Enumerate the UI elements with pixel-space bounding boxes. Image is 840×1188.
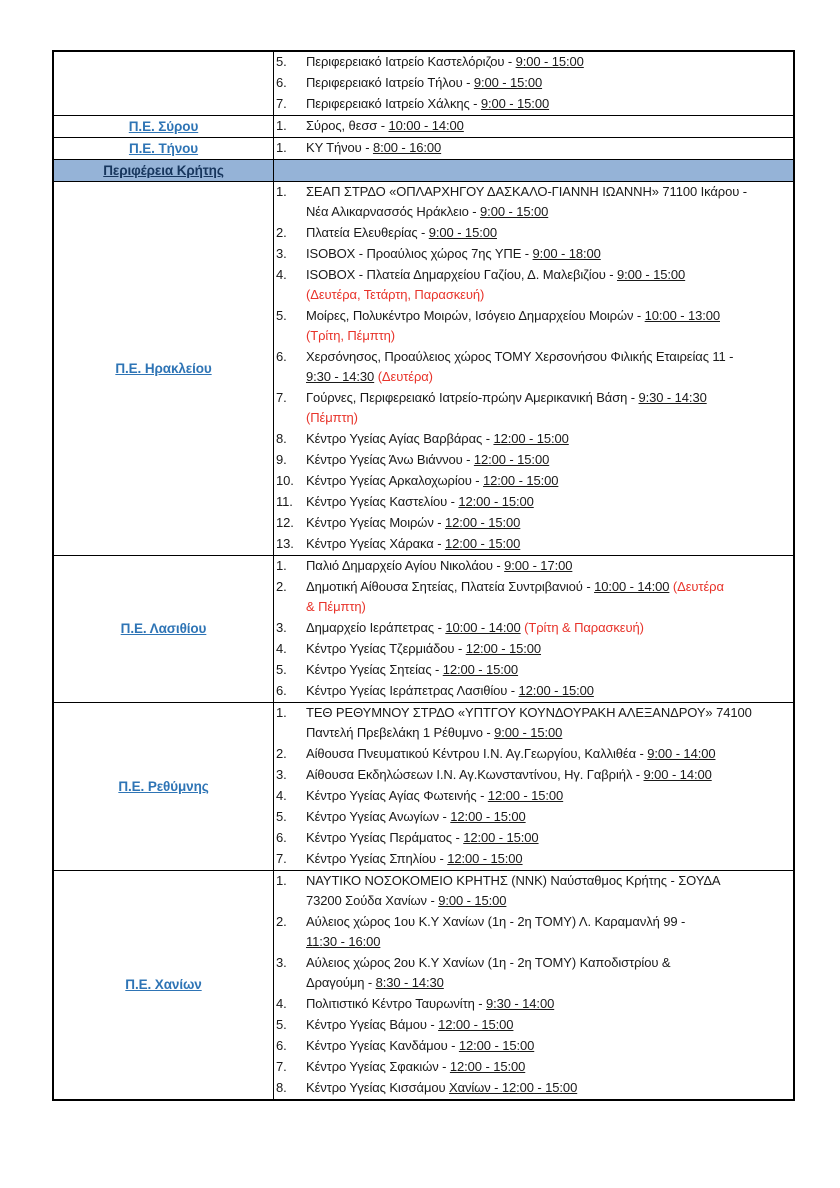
hours-text: 12:00 - 15:00 (444, 515, 521, 530)
location-text: Κέντρο Υγείας Αγίας Βαρβάρας - (306, 431, 494, 446)
location-text: Γούρνες, Περιφερειακό Ιατρείο-πρώην Αμερικανική Βάση - (306, 390, 639, 405)
item-number: 5. (276, 54, 287, 69)
region-cell (53, 138, 274, 160)
location-text: Μοίρες, Πολυκέντρο Μοιρών, Ισόγειο Δημαρχείου Μοιρών - (306, 308, 645, 323)
hours-text: 12:00 - 15:00 (487, 788, 564, 803)
location-text: Κέντρο Υγείας Μοιρών - (306, 515, 445, 530)
region-link-4[interactable]: Π.Ε. Ηρακλείου (115, 360, 212, 376)
location-text: Αίθουσα Πνευματικού Κέντρου Ι.Ν. Αγ.Γεωργίου, Καλλιθέα - (306, 746, 648, 761)
item-content (306, 534, 793, 554)
list-item (274, 994, 793, 1014)
region-cell (53, 703, 274, 871)
list-item (274, 786, 793, 806)
item-number: 1. (276, 140, 287, 155)
item-number: 13. (276, 536, 294, 551)
list-item (274, 807, 793, 827)
hours-text: 10:00 - 13:00 (644, 308, 720, 323)
list-item (274, 429, 793, 449)
item-number: 4. (276, 996, 287, 1011)
location-text: Κέντρο Υγείας Σπηλίου - (306, 851, 448, 866)
item-number: 7. (276, 851, 287, 866)
location-text: Περιφερειακό Ιατρείο Καστελόριζου - (306, 54, 516, 69)
hours-text: 9:30 - 14:30 (306, 369, 375, 384)
location-text: Κέντρο Υγείας Ιεράπετρας Λασιθίου - (306, 683, 519, 698)
location-text: 73200 Σούδα Χανίων - (306, 893, 439, 908)
location-text: ΝΑΥΤΙΚΟ ΝΟΣΟΚΟΜΕΙΟ ΚΡΗΤΗΣ (ΝΝΚ) Ναύσταθμος Κρήτης - ΣΟΥΔΑ (306, 873, 721, 888)
hours-text: 9:00 - 15:00 (515, 54, 584, 69)
item-number: 2. (276, 914, 287, 929)
list-item (274, 52, 793, 72)
list-item (274, 660, 793, 680)
location-text: ΚΥ Τήνου - (306, 140, 373, 155)
item-number: 5. (276, 662, 287, 677)
item-number: 2. (276, 225, 287, 240)
location-text: Κέντρο Υγείας Κισσάμου (306, 1080, 449, 1095)
list-item (274, 639, 793, 659)
location-text: Κέντρο Υγείας Χάρακα - (306, 536, 445, 551)
locations-cell (274, 871, 795, 1101)
item-number: 6. (276, 349, 287, 364)
list-item (274, 513, 793, 533)
item-content (306, 618, 793, 638)
item-content (306, 577, 793, 617)
region-link-5[interactable]: Π.Ε. Λασιθίου (120, 621, 207, 636)
region-link-1[interactable]: Π.Ε. Σύρου (128, 118, 199, 134)
hours-text: 9:00 - 15:00 (428, 225, 497, 240)
days-note: & Πέμπτη) (306, 599, 366, 614)
item-content (306, 116, 793, 136)
list-item (274, 471, 793, 491)
item-content (306, 1057, 793, 1077)
hours-text: 8:30 - 14:30 (375, 975, 444, 990)
item-content (306, 807, 793, 827)
region-group-header-label: Περιφέρεια Κρήτης (103, 162, 224, 178)
list-item (274, 703, 793, 743)
regions-table (52, 50, 795, 1101)
locations-cell (274, 51, 795, 116)
item-content (306, 492, 793, 512)
item-number: 1. (276, 873, 287, 888)
location-text: Χερσόνησος, Προαύλειος χώρος ΤΟΜΥ Χερσονήσου Φιλικής Εταιρείας 11 - (306, 349, 734, 364)
list-item (274, 1057, 793, 1077)
hours-text: 9:00 - 17:00 (504, 558, 573, 573)
hours-text: 10:00 - 14:00 (388, 118, 464, 133)
item-content (306, 450, 793, 470)
location-text: Κέντρο Υγείας Αγίας Φωτεινής - (306, 788, 488, 803)
list-item (274, 765, 793, 785)
location-text: Κέντρο Υγείας Ανωγίων - (306, 809, 451, 824)
list-item (274, 138, 793, 158)
item-number: 2. (276, 579, 287, 594)
item-number: 6. (276, 830, 287, 845)
item-number: 1. (276, 184, 287, 199)
item-content (306, 265, 793, 305)
item-number: 7. (276, 1059, 287, 1074)
locations-cell (274, 556, 795, 703)
item-number: 2. (276, 746, 287, 761)
list-item (274, 1078, 793, 1098)
days-note: (Δευτέρα) (377, 369, 433, 384)
region-cell (53, 556, 274, 703)
item-number: 5. (276, 308, 287, 323)
location-text: Παντελή Πρεβελάκη 1 Ρέθυμνο - (306, 725, 495, 740)
locations-cell (274, 703, 795, 871)
hours-text: 11:30 - 16:00 (306, 934, 381, 949)
location-text: Κέντρο Υγείας Τζερμιάδου - (306, 641, 466, 656)
location-text: Αύλειος χώρος 2ου Κ.Υ Χανίων (1η - 2η ΤΟΜΥ) Καποδιστρίου & (306, 955, 671, 970)
item-number: 8. (276, 1080, 287, 1095)
location-text: Κέντρο Υγείας Κανδάμου - (306, 1038, 459, 1053)
hours-text: 9:00 - 14:00 (643, 767, 712, 782)
item-content (306, 660, 793, 680)
region-group-header-empty-cell (274, 160, 795, 182)
list-item (274, 492, 793, 512)
item-content (306, 556, 793, 576)
item-number: 3. (276, 955, 287, 970)
location-text: ISOBOX - Πλατεία Δημαρχείου Γαζίου, Δ. Μαλεβιζίου - (306, 267, 617, 282)
regions-table-body (53, 51, 794, 1100)
days-note: (Τρίτη, Πέμπτη) (306, 328, 395, 343)
location-text: ΤΕΘ ΡΕΘΥΜΝΟΥ ΣΤΡΔΟ «ΥΠΤΓΟΥ ΚΟΥΝΔΟΥΡΑΚΗ ΑΛΕΞΑΝΔΡΟΥ» 74100 (306, 705, 752, 720)
list-item (274, 347, 793, 387)
item-content (306, 765, 793, 785)
item-number: 7. (276, 96, 287, 111)
hours-text: 12:00 - 15:00 (444, 536, 521, 551)
location-text: Κέντρο Υγείας Βάμου - (306, 1017, 439, 1032)
location-text: Κέντρο Υγείας Σφακιών - (306, 1059, 450, 1074)
location-text: Κέντρο Υγείας Περάματος - (306, 830, 464, 845)
item-number: 6. (276, 1038, 287, 1053)
list-item (274, 73, 793, 93)
item-content (306, 306, 793, 346)
list-item (274, 223, 793, 243)
region-group-header-row (53, 160, 794, 182)
hours-text: 12:00 - 15:00 (458, 1038, 535, 1053)
table-row (53, 703, 794, 871)
hours-text: 9:00 - 15:00 (438, 893, 507, 908)
list-item (274, 828, 793, 848)
list-item (274, 618, 793, 638)
hours-text: 10:00 - 14:00 (445, 620, 521, 635)
list-item (274, 265, 793, 305)
item-content (306, 849, 793, 869)
list-item (274, 116, 793, 136)
location-text: Νέα Αλικαρνασσός Ηράκλειο - (306, 204, 481, 219)
hours-text: 12:00 - 15:00 (465, 641, 542, 656)
days-note: (Δευτέρα, Τετάρτη, Παρασκευή) (306, 287, 485, 302)
item-content (306, 786, 793, 806)
item-number: 1. (276, 705, 287, 720)
hours-text: 9:00 - 14:00 (647, 746, 716, 761)
item-number: 9. (276, 452, 287, 467)
item-content (306, 744, 793, 764)
item-number: 3. (276, 620, 287, 635)
item-content (306, 223, 793, 243)
location-text: Αίθουσα Εκδηλώσεων Ι.Ν. Αγ.Κωνσταντίνου, Ηγ. Γαβριήλ - (306, 767, 644, 782)
location-text: Κέντρο Υγείας Αρκαλοχωρίου - (306, 473, 484, 488)
hours-text: 12:00 - 15:00 (493, 431, 569, 446)
item-content (306, 1078, 793, 1098)
days-note: (Δευτέρα (672, 579, 724, 594)
location-text: Περιφερειακό Ιατρείο Τήλου - (306, 75, 474, 90)
item-number: 8. (276, 431, 287, 446)
hours-text: 12:00 - 15:00 (442, 662, 519, 677)
item-content (306, 244, 793, 264)
list-item (274, 388, 793, 428)
list-item (274, 953, 793, 993)
region-link-7[interactable]: Π.Ε. Χανίων (125, 977, 202, 992)
location-text: Πολιτιστικό Κέντρο Ταυρωνίτη - (306, 996, 487, 1011)
region-cell (53, 116, 274, 138)
hours-text: 12:00 - 15:00 (483, 473, 559, 488)
hours-text: 8:00 - 16:00 (372, 140, 442, 155)
location-text: Κέντρο Υγείας Άνω Βιάννου - (306, 452, 474, 467)
item-content (306, 347, 793, 387)
item-content (306, 73, 793, 93)
hours-text: 9:00 - 18:00 (532, 246, 601, 261)
item-number: 10. (276, 473, 294, 488)
item-content (306, 1036, 793, 1056)
table-row (53, 51, 794, 116)
item-number: 3. (276, 246, 287, 261)
item-number: 4. (276, 641, 287, 656)
item-number: 5. (276, 1017, 287, 1032)
location-text: ΣΕΑΠ ΣΤΡΔΟ «ΟΠΛΑΡΧΗΓΟΥ ΔΑΣΚΑΛΟ-ΓΙΑΝΝΗ ΙΩΑΝΝΗ» 71100 Ικάρου - (306, 184, 747, 199)
list-item (274, 244, 793, 264)
location-text: ISOBOX - Προαύλιος χώρος 7ης ΥΠΕ - (306, 246, 533, 261)
location-text: Σύρος, θεσσ - (306, 118, 389, 133)
item-content (306, 871, 793, 911)
hours-text: 12:00 - 15:00 (473, 452, 550, 467)
hours-text: 9:00 - 15:00 (480, 204, 549, 219)
item-content (306, 471, 793, 491)
location-text: Δραγούμη - (306, 975, 376, 990)
list-item (274, 1036, 793, 1056)
hours-text: 9:00 - 15:00 (480, 96, 550, 111)
hours-text: 12:00 - 15:00 (463, 830, 539, 845)
item-number: 1. (276, 118, 287, 133)
item-number: 6. (276, 683, 287, 698)
location-text: Κέντρο Υγείας Σητείας - (306, 662, 443, 677)
hours-text: 10:00 - 14:00 (594, 579, 670, 594)
table-row (53, 556, 794, 703)
table-row (53, 116, 794, 138)
list-item (274, 871, 793, 911)
locations-cell (274, 182, 795, 556)
hours-text: 9:00 - 15:00 (616, 267, 686, 282)
region-cell (53, 51, 274, 116)
location-text: Παλιό Δημαρχείο Αγίου Νικολάου - (306, 558, 505, 573)
item-number: 7. (276, 390, 287, 405)
region-link-6[interactable]: Π.Ε. Ρεθύμνης (118, 778, 209, 794)
item-content (306, 703, 793, 743)
item-content (306, 828, 793, 848)
location-text: Κέντρο Υγείας Καστελίου - (306, 494, 459, 509)
hours-text: 12:00 - 15:00 (447, 851, 523, 866)
hours-text: 12:00 - 15:00 (450, 809, 526, 824)
hours-text: Χανίων - 12:00 - 15:00 (449, 1080, 578, 1095)
list-item (274, 556, 793, 576)
item-content (306, 429, 793, 449)
item-number: 6. (276, 75, 287, 90)
hours-text: 9:00 - 15:00 (494, 725, 563, 740)
item-number: 4. (276, 267, 287, 282)
region-link-2[interactable]: Π.Ε. Τήνου (128, 140, 199, 156)
location-text: Δημοτική Αίθουσα Σητείας, Πλατεία Συντριβανιού - (306, 579, 595, 594)
item-content (306, 513, 793, 533)
item-content (306, 994, 793, 1014)
item-content (306, 138, 793, 158)
location-text: Πλατεία Ελευθερίας - (306, 225, 429, 240)
item-number: 4. (276, 788, 287, 803)
list-item (274, 681, 793, 701)
list-item (274, 534, 793, 554)
item-content (306, 681, 793, 701)
hours-text: 9:30 - 14:30 (638, 390, 707, 405)
days-note: (Πέμπτη) (306, 410, 358, 425)
item-number: 12. (276, 515, 294, 530)
hours-text: 12:00 - 15:00 (518, 683, 594, 698)
item-content (306, 52, 793, 72)
item-content (306, 94, 793, 114)
list-item (274, 577, 793, 617)
hours-text: 9:30 - 14:00 (486, 996, 555, 1011)
hours-text: 12:00 - 15:00 (438, 1017, 514, 1032)
table-row (53, 182, 794, 556)
item-content (306, 639, 793, 659)
location-text: Αύλειος χώρος 1ου Κ.Υ Χανίων (1η - 2η ΤΟΜΥ) Λ. Καραμανλή 99 - (306, 914, 686, 929)
region-cell (53, 871, 274, 1101)
location-text: Περιφερειακό Ιατρείο Χάλκης - (306, 96, 481, 111)
days-note: (Τρίτη & Παρασκευή) (524, 620, 644, 635)
list-item (274, 912, 793, 952)
list-item (274, 94, 793, 114)
hours-text: 12:00 - 15:00 (458, 494, 534, 509)
list-item (274, 306, 793, 346)
item-number: 3. (276, 767, 287, 782)
item-content (306, 953, 793, 993)
list-item (274, 744, 793, 764)
list-item (274, 450, 793, 470)
item-content (306, 1015, 793, 1035)
hours-text: 12:00 - 15:00 (449, 1059, 526, 1074)
list-item (274, 1015, 793, 1035)
region-group-header-cell (53, 160, 274, 182)
region-cell (53, 182, 274, 556)
location-text: Δημαρχείο Ιεράπετρας - (306, 620, 446, 635)
item-content (306, 388, 793, 428)
hours-text: 9:00 - 15:00 (473, 75, 543, 90)
table-row (53, 138, 794, 160)
list-item (274, 182, 793, 222)
locations-cell (274, 116, 795, 138)
item-number: 5. (276, 809, 287, 824)
list-item (274, 849, 793, 869)
locations-cell (274, 138, 795, 160)
item-content (306, 912, 793, 952)
item-number: 11. (276, 494, 293, 509)
table-row (53, 871, 794, 1101)
item-number: 1. (276, 558, 287, 573)
item-content (306, 182, 793, 222)
